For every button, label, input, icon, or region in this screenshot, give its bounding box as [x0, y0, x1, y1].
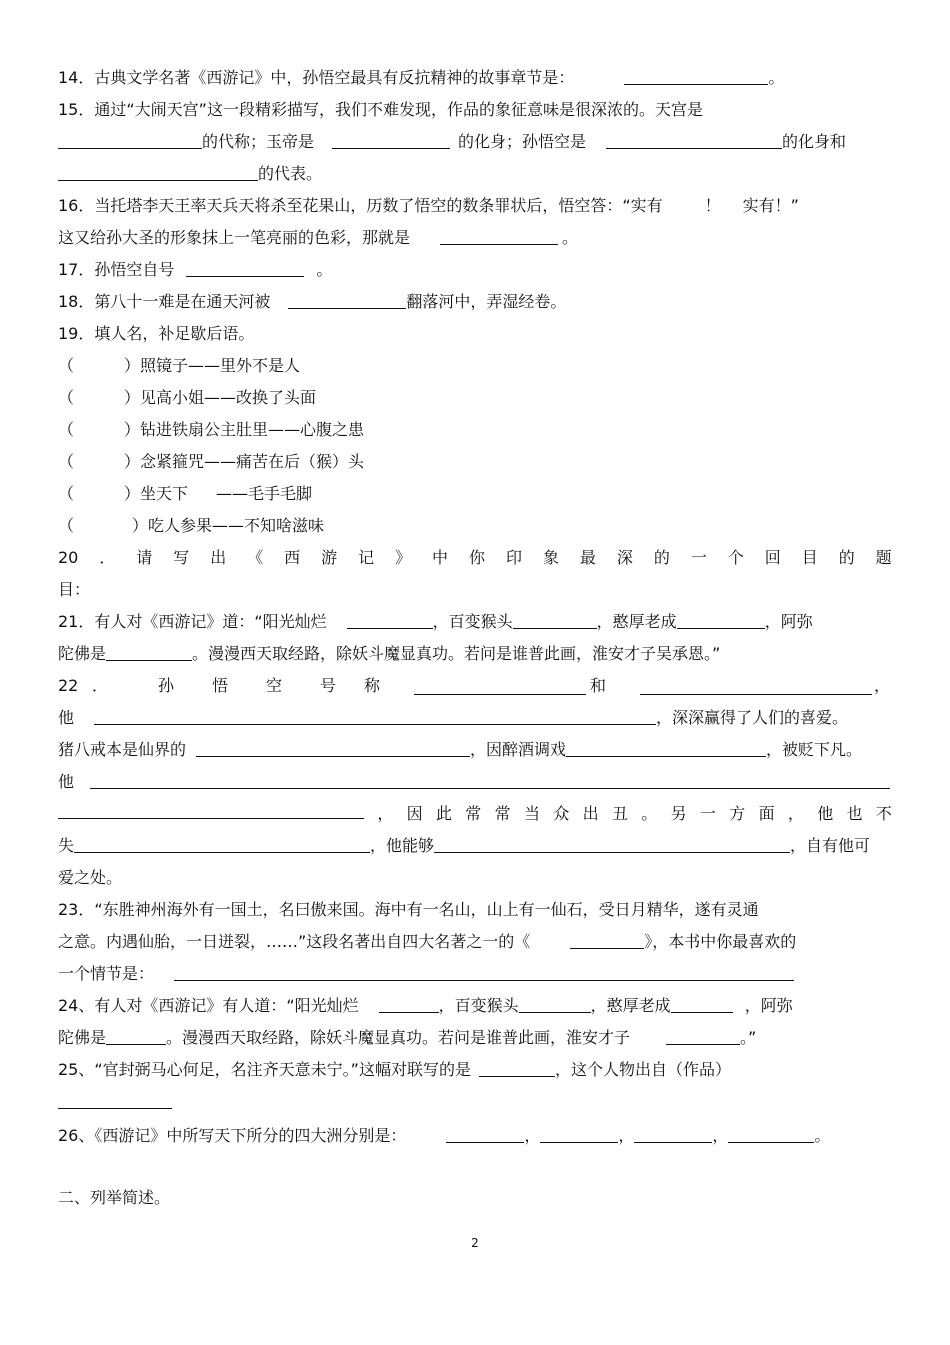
q20-char: 个 [727, 548, 744, 567]
q17-end: 。 [316, 260, 333, 279]
q19-item-2-text: 见高小姐——改换了头面 [140, 388, 317, 407]
q19-item-4 [58, 450, 892, 474]
q24-blank-5[interactable] [666, 1028, 740, 1045]
q15-blank-wukong[interactable] [606, 132, 782, 149]
q22-blank-title-2[interactable] [640, 678, 872, 695]
q20-char: 中 [432, 548, 449, 567]
q22-pig-text-b: ，因醉酒调戏 [470, 740, 567, 759]
q19-open-paren: （ [58, 484, 75, 503]
q21-text-b: ，百变猴头 [432, 612, 513, 631]
q15-text-c: 的化身和 [782, 132, 847, 151]
q20-char: 你 [469, 548, 486, 567]
q26-sep: ， [618, 1126, 635, 1145]
q22-blank-pig-title[interactable] [196, 740, 470, 757]
q22-neng-text: ，他能够 [370, 836, 435, 855]
q22-char: ， [377, 804, 394, 823]
q20-char: 目 [801, 548, 818, 567]
q22-char: 不 [875, 804, 892, 823]
q21-line2-text-a: 陀佛是 [58, 644, 107, 663]
q21-blank-4[interactable] [106, 644, 192, 661]
q19-close-paren: ） [124, 388, 141, 407]
question-25-line2 [58, 1090, 892, 1114]
q24-line2-text-c: 。” [740, 1028, 757, 1047]
q22-pig-text-c: ，被贬下凡。 [766, 740, 863, 759]
q22-blank-pig-trait-cont[interactable] [58, 802, 364, 819]
q23-line2-text-b: 》，本书中你最喜欢的 [644, 932, 797, 951]
question-25-line1 [58, 1058, 892, 1082]
q22-char: 号 [320, 676, 337, 695]
question-22-line7 [58, 866, 892, 890]
q22-char: 方 [729, 804, 746, 823]
q15-line1-text: 15．通过“大闹天宫”这一段精彩描写，我们不难发现，作品的象征意味是很深浓的。天宫是 [58, 100, 703, 119]
q18-text-b: 翻落河中，弄湿经卷。 [406, 292, 567, 311]
q22-char: 也 [846, 804, 863, 823]
q22-shi: 失 [58, 836, 75, 855]
q19-title-text: 19．填人名，补足歇后语。 [58, 324, 255, 343]
q20-char: 请 [136, 548, 153, 567]
q25-blank-work[interactable] [58, 1092, 172, 1109]
question-21-line1 [58, 610, 892, 634]
q22-blank-pig-flirt[interactable] [566, 740, 766, 757]
question-17 [58, 258, 892, 282]
q22-char: 他 [817, 804, 834, 823]
q22-comma: ， [874, 676, 891, 695]
q26-blank-3[interactable] [634, 1126, 712, 1143]
q22-cute-text: ，自有他可 [790, 836, 871, 855]
q15-text-a: 的代称；玉帝是 [202, 132, 315, 151]
question-22-line4 [58, 770, 892, 794]
question-21-line2 [58, 642, 892, 666]
q19-open-paren: （ [58, 388, 75, 407]
question-20-line2 [58, 578, 892, 602]
q19-item-3-text: 钻进铁扇公主肚里——心腹之患 [140, 420, 365, 439]
q20-char: 题 [875, 548, 892, 567]
q19-open-paren: （ [58, 516, 75, 535]
q22-char: 面 [758, 804, 775, 823]
q22-char: 出 [582, 804, 599, 823]
question-15-line1 [58, 98, 892, 122]
q15-text-d: 的代表。 [258, 164, 323, 183]
q22-char: 称 [364, 676, 381, 695]
q20-char: 20 [58, 548, 79, 567]
question-23-line3 [58, 962, 892, 986]
q21-blank-1[interactable] [347, 612, 433, 629]
q19-item-2 [58, 386, 892, 410]
q15-text-b: 的化身；孙悟空是 [458, 132, 587, 151]
q20-char: 的 [653, 548, 670, 567]
q18-blank[interactable] [288, 292, 406, 309]
q22-char: 空 [266, 676, 283, 695]
q20-char: 印 [505, 548, 522, 567]
question-26 [58, 1124, 892, 1148]
q22-char: 当 [523, 804, 540, 823]
question-24-line1 [58, 994, 892, 1018]
question-22-line5 [58, 802, 892, 826]
q22-loved-text: ，深深赢得了人们的喜爱。 [656, 708, 849, 727]
q19-open-paren: （ [58, 420, 75, 439]
q14-end: 。 [768, 68, 785, 87]
q16-text-c: 实有！” [742, 196, 799, 215]
q22-pig-text-a: 猪八戒本是仙界的 [58, 740, 187, 759]
q21-line2-text-b: 。漫漫西天取经路，除妖斗魔显真功。若问是谁普此画，淮安才子吴承恩。” [192, 644, 721, 663]
q23-blank-book[interactable] [570, 932, 644, 949]
q26-blank-4[interactable] [728, 1126, 814, 1143]
q21-text-c: ，憨厚老成 [596, 612, 677, 631]
q20-char: 》 [395, 548, 412, 567]
q22-blank-pig-ability[interactable] [434, 836, 790, 853]
q22-char: 22 [58, 676, 79, 695]
q20-char: 回 [764, 548, 781, 567]
q26-blank-2[interactable] [540, 1126, 618, 1143]
q22-char: 常 [494, 804, 511, 823]
q21-text-d: ，阿弥 [764, 612, 813, 631]
q24-blank-3[interactable] [671, 996, 733, 1013]
q19-close-paren: ） [124, 452, 141, 471]
q22-last-text: 爱之处。 [58, 868, 123, 887]
q22-char: 常 [465, 804, 482, 823]
q20-char: 西 [284, 548, 301, 567]
q24-blank-1[interactable] [379, 996, 439, 1013]
question-22-line3 [58, 738, 892, 762]
q15-blank-representative[interactable] [58, 164, 258, 181]
q20-char: 写 [173, 548, 190, 567]
q23-line1-text: 23．“东胜神州海外有一国土，名曰傲来国。海中有一名山，山上有一仙石，受日月精华，遂有灵通 [58, 900, 759, 919]
question-24-line2 [58, 1026, 892, 1050]
q22-char: ， [787, 804, 804, 823]
q26-blank-1[interactable] [446, 1126, 524, 1143]
question-15-line2 [58, 130, 892, 154]
q26-end: 。 [814, 1126, 831, 1145]
q22-char: 悟 [212, 676, 229, 695]
q16-text-b: ！ [704, 196, 721, 215]
q25-text-a: 25、“官封弼马心何足，名注齐天意未宁。”这幅对联写的是 [58, 1060, 471, 1079]
question-22-line2 [58, 706, 892, 730]
question-14 [58, 66, 892, 90]
q24-line2-text-b: 。漫漫西天取经路，除妖斗魔显真功。若问是谁普此画，淮安才子 [166, 1028, 631, 1047]
q19-open-paren: （ [58, 452, 75, 471]
q22-char: 众 [553, 804, 570, 823]
q20-char: 一 [690, 548, 707, 567]
q22-he: 他 [58, 708, 75, 727]
q26-text: 26、《西游记》中所写天下所分的四大洲分别是： [58, 1126, 407, 1145]
page-number: 2 [471, 1236, 479, 1250]
q20-char: ． [99, 548, 116, 567]
q14-text: 14．古典文学名著《西游记》中，孙悟空最具有反抗精神的故事章节是： [58, 68, 575, 87]
q19-item-1 [58, 354, 892, 378]
q22-char: 因 [406, 804, 423, 823]
q24-text-a: 24、有人对《西游记》有人道：“阳光灿烂 [58, 996, 359, 1015]
q22-char: 另 [670, 804, 687, 823]
q22-blank-title-1[interactable] [414, 678, 586, 695]
question-20-line1 [58, 546, 892, 570]
q19-item-3 [58, 418, 892, 442]
q19-open-paren: （ [58, 356, 75, 375]
q24-line2-text-a: 陀佛是 [58, 1028, 107, 1047]
q16-text-a: 16．当托塔李天王率天兵天将杀至花果山，历数了悟空的数条罪状后，悟空答：“实有 [58, 196, 663, 215]
q20-char: 游 [321, 548, 338, 567]
q19-item-1-text: 照镜子——里外不是人 [140, 356, 301, 375]
q22-blank-pig-virtue[interactable] [74, 836, 370, 853]
q19-close-paren: ） [124, 484, 141, 503]
q21-blank-2[interactable] [513, 612, 597, 629]
q25-text-b: ，这个人物出自（作品） [554, 1060, 731, 1079]
q22-blank-wukong-trait[interactable] [94, 708, 656, 725]
q19-item-6-text: 吃人参果——不知啥滋味 [148, 516, 325, 535]
question-16-line1 [58, 194, 892, 218]
q24-text-b: ，百变猴头 [438, 996, 519, 1015]
q14-blank[interactable] [624, 68, 768, 85]
q19-close-paren: ） [124, 420, 141, 439]
q19-close-paren: ） [132, 516, 149, 535]
q17-blank[interactable] [186, 260, 304, 277]
q19-item-6 [58, 514, 892, 538]
question-19-title [58, 322, 892, 346]
question-23-line2 [58, 930, 892, 954]
q20-char: 出 [210, 548, 227, 567]
q25-blank-character[interactable] [479, 1060, 555, 1077]
q24-blank-4[interactable] [106, 1028, 166, 1045]
q26-sep: ， [524, 1126, 541, 1145]
q22-char: 一 [699, 804, 716, 823]
q19-close-paren: ） [124, 356, 141, 375]
q19-item-5-text: 坐天下 [140, 484, 189, 503]
question-15-line3 [58, 162, 892, 186]
q22-char: ． [92, 676, 109, 695]
q15-blank-emperor[interactable] [332, 132, 450, 149]
q20-char: 的 [838, 548, 855, 567]
q20-char: 最 [579, 548, 596, 567]
q19-item-4-text: 念紧箍咒——痛苦在后（猴）头 [140, 452, 365, 471]
q24-text-c: ，憨厚老成 [590, 996, 671, 1015]
q22-char: 。 [641, 804, 658, 823]
q21-text-a: 21．有人对《西游记》道：“阳光灿烂 [58, 612, 327, 631]
q20-char: 象 [542, 548, 559, 567]
q24-text-d: ，阿弥 [744, 996, 793, 1015]
q24-blank-2[interactable] [519, 996, 591, 1013]
q20-char: 深 [616, 548, 633, 567]
q22-he2: 他 [58, 772, 75, 791]
question-18 [58, 290, 892, 314]
q20-char: 《 [247, 548, 264, 567]
q16-end: 。 [562, 228, 579, 247]
q26-sep: ， [712, 1126, 729, 1145]
q20-char: 记 [358, 548, 375, 567]
question-23-line1 [58, 898, 892, 922]
q19-item-5-tail: ——毛手毛脚 [216, 484, 313, 503]
q22-char: 孙 [158, 676, 175, 695]
section-2-heading [58, 1186, 892, 1210]
question-22-line6 [58, 834, 892, 858]
q19-item-5 [58, 482, 892, 506]
question-22-line1 [58, 674, 892, 698]
q21-blank-3[interactable] [677, 612, 765, 629]
q22-and: 和 [590, 676, 607, 695]
q22-char: 此 [435, 804, 452, 823]
q18-text-a: 18．第八十一难是在通天河被 [58, 292, 271, 311]
question-16-line2 [58, 226, 892, 250]
section-2-text: 二、列举简述。 [58, 1188, 171, 1207]
q16-line2-text: 这又给孙大圣的形象抹上一笔亮丽的色彩，那就是 [58, 228, 411, 247]
q17-text: 17．孙悟空自号 [58, 260, 175, 279]
q22-blank-pig-trait[interactable] [90, 772, 890, 789]
q23-line2-text-a: 之意。内遇仙胎，一日迸裂，……”这段名著出自四大名著之一的《 [58, 932, 531, 951]
q23-blank-episode[interactable] [174, 964, 794, 981]
q20-line2-text: 目： [58, 580, 91, 599]
q23-line3-text: 一个情节是： [58, 964, 155, 983]
q16-blank[interactable] [440, 228, 558, 245]
q15-blank-heaven[interactable] [58, 132, 202, 149]
q22-char: 丑 [611, 804, 628, 823]
